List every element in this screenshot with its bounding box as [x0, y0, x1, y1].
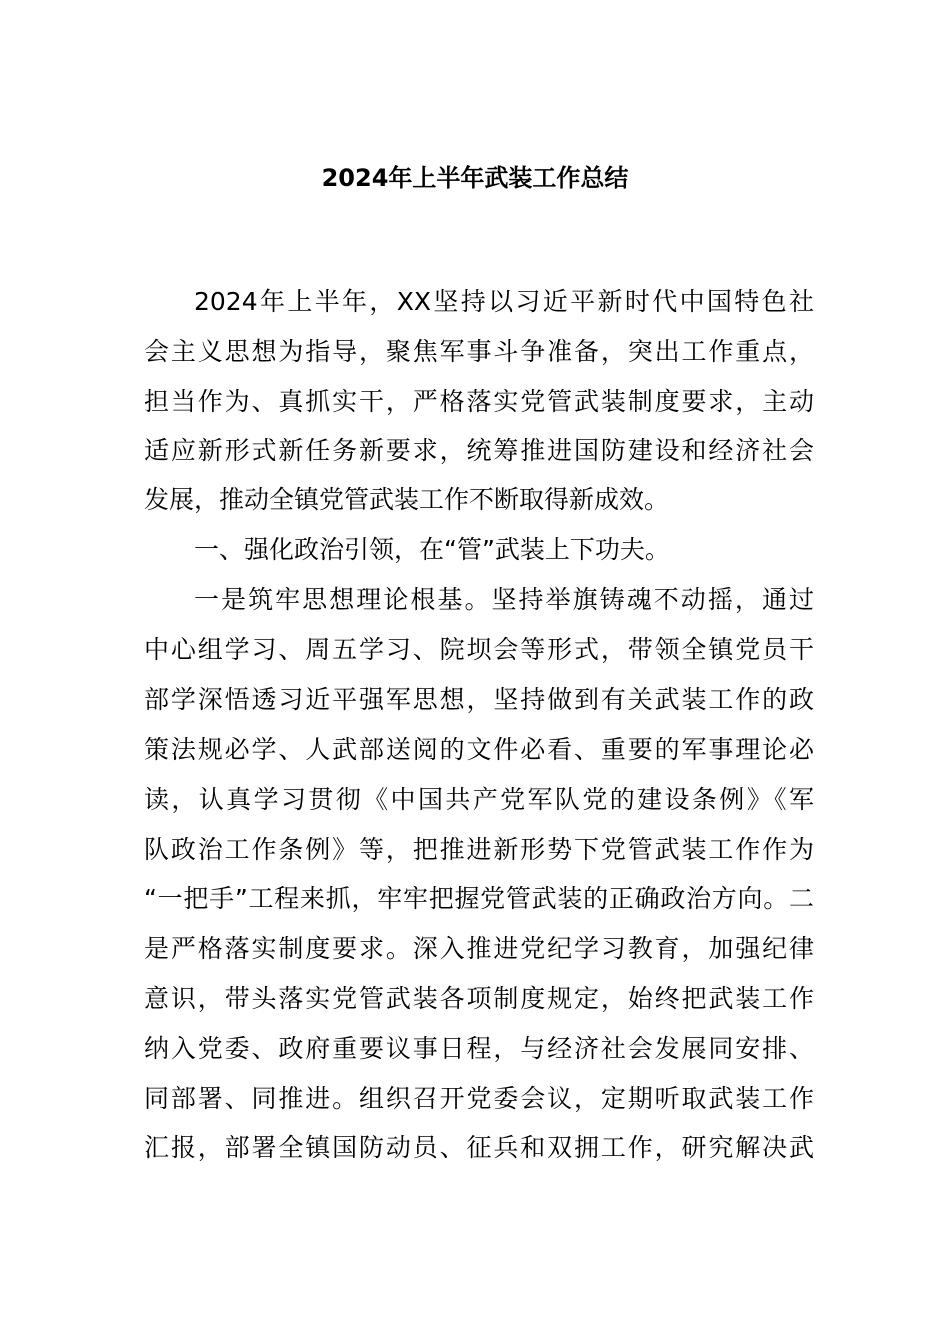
paragraph-line: 是严格落实制度要求。深入推进党纪学习教育，加强纪律	[144, 934, 814, 963]
section-heading: 一、强化政治引领，在“管”武装上下功夫。	[194, 535, 670, 564]
paragraph-line: 汇报，部署全镇国防动员、征兵和双拥工作，研究解决武	[144, 1133, 814, 1162]
paragraph-line: 2024年上半年，XX坚持以习近平新时代中国特色社	[194, 287, 814, 316]
paragraph-line: 队政治工作条例》等，把推进新形势下党管武装工作作为	[144, 835, 814, 864]
paragraph-line: 读，认真学习贯彻《中国共产党军队党的建设条例》《军	[144, 785, 814, 814]
paragraph-line: 意识，带头落实党管武装各项制度规定，始终把武装工作	[144, 984, 814, 1013]
paragraph-line: 适应新形式新任务新要求，统筹推进国防建设和经济社会	[144, 436, 814, 465]
paragraph-line: 会主义思想为指导，聚焦军事斗争准备，突出工作重点，	[144, 337, 814, 366]
paragraph-line: 发展，推动全镇党管武装工作不断取得新成效。	[144, 485, 670, 514]
paragraph-line: 同部署、同推进。组织召开党委会议，定期听取武装工作	[144, 1084, 814, 1113]
paragraph-line: 中心组学习、周五学习、院坝会等形式，带领全镇党员干	[144, 635, 814, 664]
paragraph-line: “一把手”工程来抓，牢牢把握党管武装的正确政治方向。二	[144, 884, 814, 913]
document-title: 2024年上半年武装工作总结	[321, 164, 629, 192]
paragraph-line: 担当作为、真抓实干，严格落实党管武装制度要求，主动	[144, 387, 814, 416]
paragraph-line: 纳入党委、政府重要议事日程，与经济社会发展同安排、	[144, 1034, 814, 1063]
paragraph-line: 策法规必学、人武部送阅的文件必看、重要的军事理论必	[144, 735, 814, 764]
paragraph-line: 一是筑牢思想理论根基。坚持举旗铸魂不动摇，通过	[194, 585, 814, 614]
paragraph-line: 部学深悟透习近平强军思想，坚持做到有关武装工作的政	[144, 685, 814, 714]
